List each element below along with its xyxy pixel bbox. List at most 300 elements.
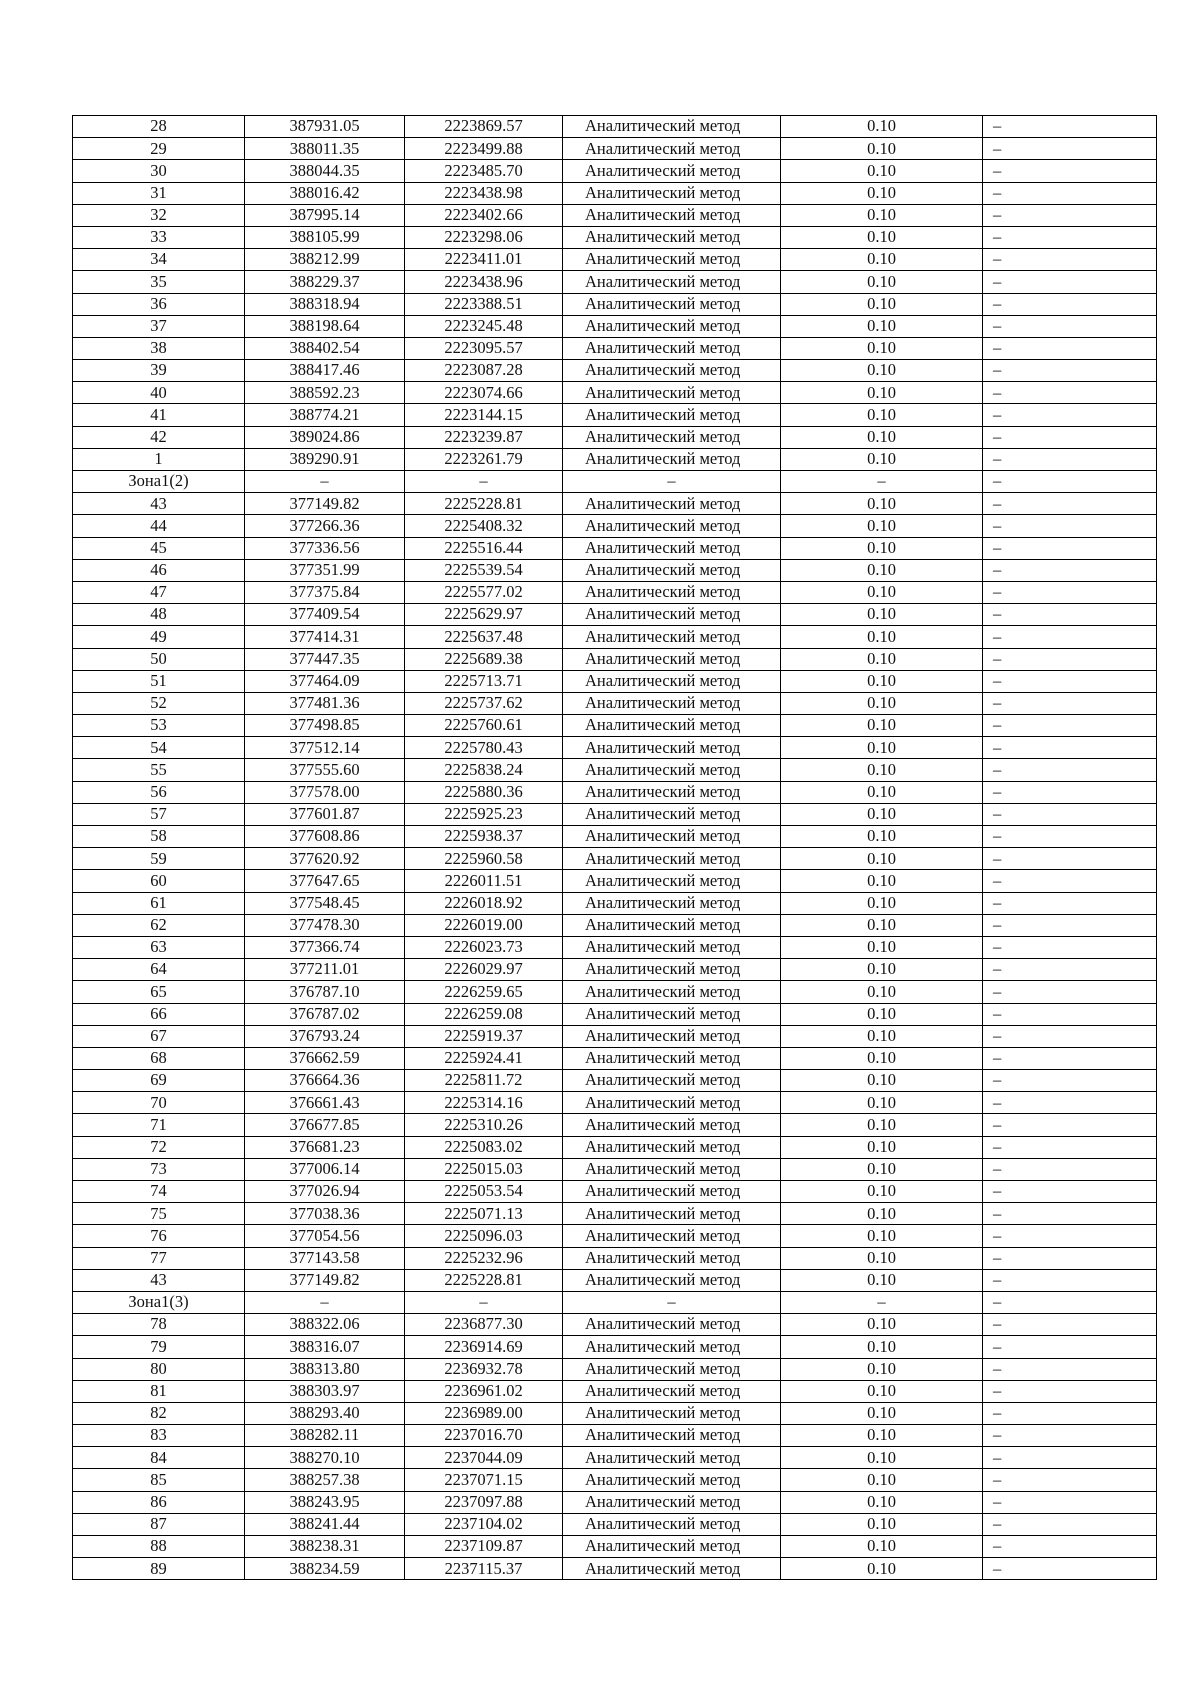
y-coordinate-cell: 2225925.23 [405, 803, 563, 825]
method-cell: Аналитический метод [563, 781, 781, 803]
accuracy-cell: 0.10 [781, 1025, 983, 1047]
description-cell: – [983, 692, 1157, 714]
accuracy-cell: 0.10 [781, 1136, 983, 1158]
method-cell: Аналитический метод [563, 1513, 781, 1535]
method-cell: Аналитический метод [563, 1025, 781, 1047]
accuracy-cell: 0.10 [781, 959, 983, 981]
x-coordinate-cell: 388198.64 [245, 315, 405, 337]
description-cell: – [983, 1003, 1157, 1025]
description-cell: – [983, 1380, 1157, 1402]
table-row [73, 1269, 1157, 1291]
method-cell: Аналитический метод [563, 581, 781, 603]
description-cell: – [983, 515, 1157, 537]
accuracy-cell: 0.10 [781, 360, 983, 382]
y-coordinate-cell: 2223095.57 [405, 337, 563, 359]
accuracy-cell: 0.10 [781, 848, 983, 870]
x-coordinate-cell: 388592.23 [245, 382, 405, 404]
point-number-cell: 80 [73, 1358, 245, 1380]
method-cell: Аналитический метод [563, 1092, 781, 1114]
method-cell: Аналитический метод [563, 1380, 781, 1402]
accuracy-cell: 0.10 [781, 116, 983, 138]
y-coordinate-cell: 2225408.32 [405, 515, 563, 537]
accuracy-cell: – [781, 471, 983, 493]
table-row [73, 271, 1157, 293]
point-number-cell: 31 [73, 182, 245, 204]
y-coordinate-cell: 2223869.57 [405, 116, 563, 138]
accuracy-cell: 0.10 [781, 670, 983, 692]
y-coordinate-cell: 2223485.70 [405, 160, 563, 182]
x-coordinate-cell: 388238.31 [245, 1536, 405, 1558]
accuracy-cell: 0.10 [781, 626, 983, 648]
description-cell: – [983, 426, 1157, 448]
x-coordinate-cell: 377578.00 [245, 781, 405, 803]
description-cell: – [983, 404, 1157, 426]
x-coordinate-cell: 377026.94 [245, 1181, 405, 1203]
x-coordinate-cell: 377211.01 [245, 959, 405, 981]
point-number-cell: 62 [73, 914, 245, 936]
method-cell: Аналитический метод [563, 848, 781, 870]
method-cell: Аналитический метод [563, 1536, 781, 1558]
point-number-cell: 71 [73, 1114, 245, 1136]
accuracy-cell: 0.10 [781, 337, 983, 359]
description-cell: – [983, 537, 1157, 559]
x-coordinate-cell: 377266.36 [245, 515, 405, 537]
y-coordinate-cell: – [405, 1291, 563, 1313]
table-row [73, 404, 1157, 426]
x-coordinate-cell: 388417.46 [245, 360, 405, 382]
x-coordinate-cell: 377447.35 [245, 648, 405, 670]
x-coordinate-cell: – [245, 471, 405, 493]
point-number-cell: 68 [73, 1047, 245, 1069]
method-cell: Аналитический метод [563, 315, 781, 337]
table-row [73, 1358, 1157, 1380]
y-coordinate-cell: 2225577.02 [405, 581, 563, 603]
accuracy-cell: – [781, 1291, 983, 1313]
y-coordinate-cell: 2236877.30 [405, 1314, 563, 1336]
accuracy-cell: 0.10 [781, 315, 983, 337]
accuracy-cell: 0.10 [781, 1003, 983, 1025]
y-coordinate-cell: 2225314.16 [405, 1092, 563, 1114]
y-coordinate-cell: 2226259.65 [405, 981, 563, 1003]
description-cell: – [983, 936, 1157, 958]
y-coordinate-cell: 2225228.81 [405, 493, 563, 515]
y-coordinate-cell: 2237044.09 [405, 1447, 563, 1469]
description-cell: – [983, 138, 1157, 160]
y-coordinate-cell: 2225053.54 [405, 1181, 563, 1203]
method-cell: Аналитический метод [563, 626, 781, 648]
description-cell: – [983, 803, 1157, 825]
point-number-cell: 34 [73, 249, 245, 271]
table-row [73, 1536, 1157, 1558]
coordinates-table-body [73, 116, 1157, 1580]
accuracy-cell: 0.10 [781, 493, 983, 515]
description-cell: – [983, 1536, 1157, 1558]
description-cell: – [983, 981, 1157, 1003]
description-cell: – [983, 848, 1157, 870]
method-cell: Аналитический метод [563, 648, 781, 670]
accuracy-cell: 0.10 [781, 404, 983, 426]
x-coordinate-cell: 377351.99 [245, 559, 405, 581]
accuracy-cell: 0.10 [781, 715, 983, 737]
method-cell: Аналитический метод [563, 1269, 781, 1291]
y-coordinate-cell: 2226029.97 [405, 959, 563, 981]
accuracy-cell: 0.10 [781, 1536, 983, 1558]
y-coordinate-cell: 2237071.15 [405, 1469, 563, 1491]
table-row [73, 1491, 1157, 1513]
y-coordinate-cell: 2225880.36 [405, 781, 563, 803]
description-cell: – [983, 1425, 1157, 1447]
table-row [73, 936, 1157, 958]
x-coordinate-cell: 377366.74 [245, 936, 405, 958]
table-row [73, 826, 1157, 848]
table-row [73, 426, 1157, 448]
x-coordinate-cell: 377548.45 [245, 892, 405, 914]
point-number-cell: 57 [73, 803, 245, 825]
point-number-cell: 69 [73, 1070, 245, 1092]
accuracy-cell: 0.10 [781, 737, 983, 759]
table-row [73, 1402, 1157, 1424]
point-number-cell: 77 [73, 1247, 245, 1269]
table-row [73, 293, 1157, 315]
method-cell: Аналитический метод [563, 1358, 781, 1380]
x-coordinate-cell: 388234.59 [245, 1558, 405, 1580]
y-coordinate-cell: – [405, 471, 563, 493]
accuracy-cell: 0.10 [781, 204, 983, 226]
table-row [73, 1513, 1157, 1535]
accuracy-cell: 0.10 [781, 1225, 983, 1247]
y-coordinate-cell: 2225811.72 [405, 1070, 563, 1092]
accuracy-cell: 0.10 [781, 1558, 983, 1580]
description-cell: – [983, 1291, 1157, 1313]
x-coordinate-cell: 376793.24 [245, 1025, 405, 1047]
x-coordinate-cell: 377038.36 [245, 1203, 405, 1225]
accuracy-cell: 0.10 [781, 1447, 983, 1469]
method-cell: – [563, 1291, 781, 1313]
x-coordinate-cell: 388241.44 [245, 1513, 405, 1535]
description-cell: – [983, 670, 1157, 692]
table-row [73, 1092, 1157, 1114]
y-coordinate-cell: 2223499.88 [405, 138, 563, 160]
accuracy-cell: 0.10 [781, 1070, 983, 1092]
x-coordinate-cell: 388243.95 [245, 1491, 405, 1513]
method-cell: Аналитический метод [563, 515, 781, 537]
method-cell: Аналитический метод [563, 737, 781, 759]
y-coordinate-cell: 2226019.00 [405, 914, 563, 936]
x-coordinate-cell: 388318.94 [245, 293, 405, 315]
table-row [73, 648, 1157, 670]
table-row [73, 914, 1157, 936]
point-number-cell: 45 [73, 537, 245, 559]
y-coordinate-cell: 2225780.43 [405, 737, 563, 759]
x-coordinate-cell: 377601.87 [245, 803, 405, 825]
accuracy-cell: 0.10 [781, 1425, 983, 1447]
y-coordinate-cell: 2226259.08 [405, 1003, 563, 1025]
x-coordinate-cell: 388313.80 [245, 1358, 405, 1380]
table-row [73, 448, 1157, 470]
method-cell: Аналитический метод [563, 936, 781, 958]
description-cell: – [983, 1336, 1157, 1358]
x-coordinate-cell: 389290.91 [245, 448, 405, 470]
method-cell: Аналитический метод [563, 1558, 781, 1580]
y-coordinate-cell: 2223438.96 [405, 271, 563, 293]
table-row [73, 581, 1157, 603]
method-cell: Аналитический метод [563, 803, 781, 825]
accuracy-cell: 0.10 [781, 1247, 983, 1269]
x-coordinate-cell: 388229.37 [245, 271, 405, 293]
table-row [73, 1558, 1157, 1580]
description-cell: – [983, 448, 1157, 470]
y-coordinate-cell: 2225689.38 [405, 648, 563, 670]
point-number-cell: 84 [73, 1447, 245, 1469]
method-cell: Аналитический метод [563, 826, 781, 848]
point-number-cell: 43 [73, 493, 245, 515]
accuracy-cell: 0.10 [781, 1158, 983, 1180]
point-number-cell: 88 [73, 1536, 245, 1558]
method-cell: Аналитический метод [563, 892, 781, 914]
y-coordinate-cell: 2223087.28 [405, 360, 563, 382]
x-coordinate-cell: 377512.14 [245, 737, 405, 759]
accuracy-cell: 0.10 [781, 138, 983, 160]
method-cell: Аналитический метод [563, 959, 781, 981]
point-number-cell: 43 [73, 1269, 245, 1291]
table-row [73, 337, 1157, 359]
description-cell: – [983, 271, 1157, 293]
point-number-cell: 37 [73, 315, 245, 337]
description-cell: – [983, 959, 1157, 981]
accuracy-cell: 0.10 [781, 648, 983, 670]
method-cell: Аналитический метод [563, 670, 781, 692]
description-cell: – [983, 1513, 1157, 1535]
x-coordinate-cell: 389024.86 [245, 426, 405, 448]
x-coordinate-cell: 388257.38 [245, 1469, 405, 1491]
y-coordinate-cell: 2237104.02 [405, 1513, 563, 1535]
method-cell: Аналитический метод [563, 1336, 781, 1358]
description-cell: – [983, 1469, 1157, 1491]
table-row [73, 1447, 1157, 1469]
description-cell: – [983, 160, 1157, 182]
table-row [73, 360, 1157, 382]
accuracy-cell: 0.10 [781, 382, 983, 404]
point-number-cell: 67 [73, 1025, 245, 1047]
table-row [73, 160, 1157, 182]
description-cell: – [983, 1558, 1157, 1580]
y-coordinate-cell: 2236914.69 [405, 1336, 563, 1358]
accuracy-cell: 0.10 [781, 781, 983, 803]
description-cell: – [983, 182, 1157, 204]
accuracy-cell: 0.10 [781, 1469, 983, 1491]
description-cell: – [983, 1070, 1157, 1092]
y-coordinate-cell: 2226023.73 [405, 936, 563, 958]
method-cell: Аналитический метод [563, 1158, 781, 1180]
x-coordinate-cell: 387931.05 [245, 116, 405, 138]
table-row [73, 1047, 1157, 1069]
x-coordinate-cell: 377143.58 [245, 1247, 405, 1269]
point-number-cell: 44 [73, 515, 245, 537]
description-cell: – [983, 315, 1157, 337]
method-cell: Аналитический метод [563, 1136, 781, 1158]
point-number-cell: 1 [73, 448, 245, 470]
y-coordinate-cell: 2237016.70 [405, 1425, 563, 1447]
accuracy-cell: 0.10 [781, 226, 983, 248]
method-cell: Аналитический метод [563, 1225, 781, 1247]
accuracy-cell: 0.10 [781, 1380, 983, 1402]
description-cell: – [983, 914, 1157, 936]
point-number-cell: 82 [73, 1402, 245, 1424]
point-number-cell: 41 [73, 404, 245, 426]
y-coordinate-cell: 2236989.00 [405, 1402, 563, 1424]
accuracy-cell: 0.10 [781, 1269, 983, 1291]
point-number-cell: 75 [73, 1203, 245, 1225]
description-cell: – [983, 1358, 1157, 1380]
method-cell: Аналитический метод [563, 1114, 781, 1136]
description-cell: – [983, 337, 1157, 359]
y-coordinate-cell: 2223074.66 [405, 382, 563, 404]
y-coordinate-cell: 2225760.61 [405, 715, 563, 737]
table-row [73, 1181, 1157, 1203]
accuracy-cell: 0.10 [781, 271, 983, 293]
point-number-cell: Зона1(3) [73, 1291, 245, 1313]
y-coordinate-cell: 2223411.01 [405, 249, 563, 271]
table-row [73, 471, 1157, 493]
x-coordinate-cell: 388774.21 [245, 404, 405, 426]
y-coordinate-cell: 2223245.48 [405, 315, 563, 337]
point-number-cell: 46 [73, 559, 245, 581]
point-number-cell: 74 [73, 1181, 245, 1203]
point-number-cell: 49 [73, 626, 245, 648]
table-row [73, 1003, 1157, 1025]
y-coordinate-cell: 2225737.62 [405, 692, 563, 714]
accuracy-cell: 0.10 [781, 892, 983, 914]
description-cell: – [983, 604, 1157, 626]
y-coordinate-cell: 2223144.15 [405, 404, 563, 426]
point-number-cell: 76 [73, 1225, 245, 1247]
method-cell: Аналитический метод [563, 1402, 781, 1424]
description-cell: – [983, 471, 1157, 493]
accuracy-cell: 0.10 [781, 692, 983, 714]
x-coordinate-cell: 377375.84 [245, 581, 405, 603]
description-cell: – [983, 581, 1157, 603]
point-number-cell: 65 [73, 981, 245, 1003]
description-cell: – [983, 1447, 1157, 1469]
table-row [73, 870, 1157, 892]
method-cell: Аналитический метод [563, 914, 781, 936]
x-coordinate-cell: 377336.56 [245, 537, 405, 559]
method-cell: Аналитический метод [563, 404, 781, 426]
table-row [73, 715, 1157, 737]
y-coordinate-cell: 2237097.88 [405, 1491, 563, 1513]
accuracy-cell: 0.10 [781, 448, 983, 470]
accuracy-cell: 0.10 [781, 1402, 983, 1424]
method-cell: Аналитический метод [563, 1003, 781, 1025]
y-coordinate-cell: 2225838.24 [405, 759, 563, 781]
x-coordinate-cell: 377481.36 [245, 692, 405, 714]
y-coordinate-cell: 2225924.41 [405, 1047, 563, 1069]
x-coordinate-cell: 376662.59 [245, 1047, 405, 1069]
x-coordinate-cell: 388316.07 [245, 1336, 405, 1358]
description-cell: – [983, 759, 1157, 781]
description-cell: – [983, 1225, 1157, 1247]
x-coordinate-cell: 377620.92 [245, 848, 405, 870]
description-cell: – [983, 1158, 1157, 1180]
y-coordinate-cell: 2225713.71 [405, 670, 563, 692]
method-cell: Аналитический метод [563, 759, 781, 781]
accuracy-cell: 0.10 [781, 581, 983, 603]
point-number-cell: 54 [73, 737, 245, 759]
point-number-cell: 32 [73, 204, 245, 226]
description-cell: – [983, 1402, 1157, 1424]
point-number-cell: 33 [73, 226, 245, 248]
x-coordinate-cell: 388011.35 [245, 138, 405, 160]
point-number-cell: 86 [73, 1491, 245, 1513]
x-coordinate-cell: 377478.30 [245, 914, 405, 936]
accuracy-cell: 0.10 [781, 981, 983, 1003]
description-cell: – [983, 1047, 1157, 1069]
description-cell: – [983, 493, 1157, 515]
point-number-cell: 42 [73, 426, 245, 448]
table-row [73, 604, 1157, 626]
table-row [73, 670, 1157, 692]
method-cell: Аналитический метод [563, 715, 781, 737]
accuracy-cell: 0.10 [781, 1491, 983, 1513]
table-row [73, 737, 1157, 759]
point-number-cell: 70 [73, 1092, 245, 1114]
accuracy-cell: 0.10 [781, 870, 983, 892]
accuracy-cell: 0.10 [781, 160, 983, 182]
description-cell: – [983, 1092, 1157, 1114]
x-coordinate-cell: 377498.85 [245, 715, 405, 737]
method-cell: Аналитический метод [563, 337, 781, 359]
table-row [73, 1380, 1157, 1402]
table-row [73, 226, 1157, 248]
table-row [73, 204, 1157, 226]
table-row [73, 182, 1157, 204]
y-coordinate-cell: 2237109.87 [405, 1536, 563, 1558]
point-number-cell: 40 [73, 382, 245, 404]
x-coordinate-cell: 376787.10 [245, 981, 405, 1003]
y-coordinate-cell: 2225938.37 [405, 826, 563, 848]
table-row [73, 559, 1157, 581]
method-cell: Аналитический метод [563, 271, 781, 293]
table-row [73, 1114, 1157, 1136]
description-cell: – [983, 226, 1157, 248]
point-number-cell: 35 [73, 271, 245, 293]
table-row [73, 781, 1157, 803]
method-cell: Аналитический метод [563, 204, 781, 226]
accuracy-cell: 0.10 [781, 515, 983, 537]
method-cell: Аналитический метод [563, 426, 781, 448]
y-coordinate-cell: 2225015.03 [405, 1158, 563, 1180]
x-coordinate-cell: 388293.40 [245, 1402, 405, 1424]
table-row [73, 249, 1157, 271]
x-coordinate-cell: 388105.99 [245, 226, 405, 248]
point-number-cell: 51 [73, 670, 245, 692]
x-coordinate-cell: 376661.43 [245, 1092, 405, 1114]
table-row [73, 626, 1157, 648]
point-number-cell: 53 [73, 715, 245, 737]
table-row [73, 1425, 1157, 1447]
x-coordinate-cell: 376677.85 [245, 1114, 405, 1136]
method-cell: Аналитический метод [563, 182, 781, 204]
point-number-cell: 66 [73, 1003, 245, 1025]
x-coordinate-cell: 388402.54 [245, 337, 405, 359]
y-coordinate-cell: 2237115.37 [405, 1558, 563, 1580]
x-coordinate-cell: 377414.31 [245, 626, 405, 648]
accuracy-cell: 0.10 [781, 914, 983, 936]
accuracy-cell: 0.10 [781, 826, 983, 848]
table-row [73, 1158, 1157, 1180]
table-row [73, 315, 1157, 337]
method-cell: Аналитический метод [563, 226, 781, 248]
